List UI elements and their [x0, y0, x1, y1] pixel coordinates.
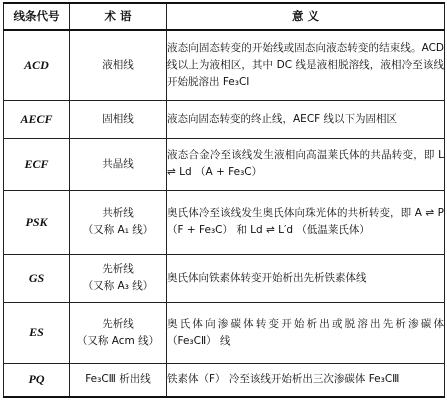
line-meaning: 奥氏体冷至该线发生奥氏体向珠光体的共析转变，即 A ⇌ P （F + Fe₃C） 和 Ld ⇌ L′d （低温莱氏体） [167, 190, 445, 254]
header-meaning: 意 义 [167, 3, 445, 30]
line-meaning: 奥氏体向铁素体转变开始析出先析铁素体线 [167, 254, 445, 302]
header-row [4, 3, 445, 30]
header-term: 术 语 [70, 3, 167, 30]
table-row [4, 30, 445, 100]
line-term [70, 302, 167, 363]
line-code: PQ [4, 363, 70, 397]
line-meaning: 液态合金冷至该线发生液相向高温莱氏体的共晶转变，即 L ⇌ Ld （A + Fe₃C） [167, 138, 445, 190]
table-row [4, 190, 445, 254]
term-line: 先析线 [102, 317, 134, 330]
line-code: ECF [4, 138, 70, 190]
line-term [70, 190, 167, 254]
line-term [70, 30, 167, 100]
terms-table [3, 2, 445, 398]
term-alias: （又称 A₃ 线） [82, 280, 154, 292]
table-row [4, 254, 445, 302]
term-line: 液相线 [102, 58, 134, 71]
line-meaning: 液态向固态转变的开始线或固态向液态转变的结束线。ACD 线以上为液相区，其中 DC 线是液相脱溶线，液相冷至该线开始脱溶出 Fe₃CⅠ [167, 30, 445, 100]
table-row [4, 363, 445, 397]
line-term [70, 363, 167, 397]
term-line: 先析线 [102, 263, 134, 275]
term-alias: （又称 Acm 线） [76, 334, 160, 347]
table-row [4, 302, 445, 363]
line-code: GS [4, 254, 70, 302]
table-row [4, 100, 445, 138]
line-code: AECF [4, 100, 70, 138]
line-term [70, 138, 167, 190]
line-term [70, 254, 167, 302]
table-row [4, 138, 445, 190]
term-alias: （又称 A₁ 线） [82, 224, 154, 236]
line-code: ES [4, 302, 70, 363]
term-line: 共晶线 [102, 157, 134, 170]
line-code: PSK [4, 190, 70, 254]
line-term [70, 100, 167, 138]
term-line: 固相线 [102, 112, 134, 125]
line-code: ACD [4, 30, 70, 100]
term-line: Fe₃CⅢ 析出线 [85, 373, 151, 386]
header-code: 线条代号 [4, 3, 70, 30]
line-meaning: 奥氏体向渗碳体转变开始析出或脱溶出先析渗碳体（Fe₃CⅡ） 线 [167, 302, 445, 363]
term-line: 共析线 [102, 207, 134, 219]
line-meaning: 铁素体（F） 冷至该线开始析出三次渗碳体 Fe₃CⅢ [167, 363, 445, 397]
line-meaning: 液态向固态转变的终止线，AECF 线以下为固相区 [167, 100, 445, 138]
